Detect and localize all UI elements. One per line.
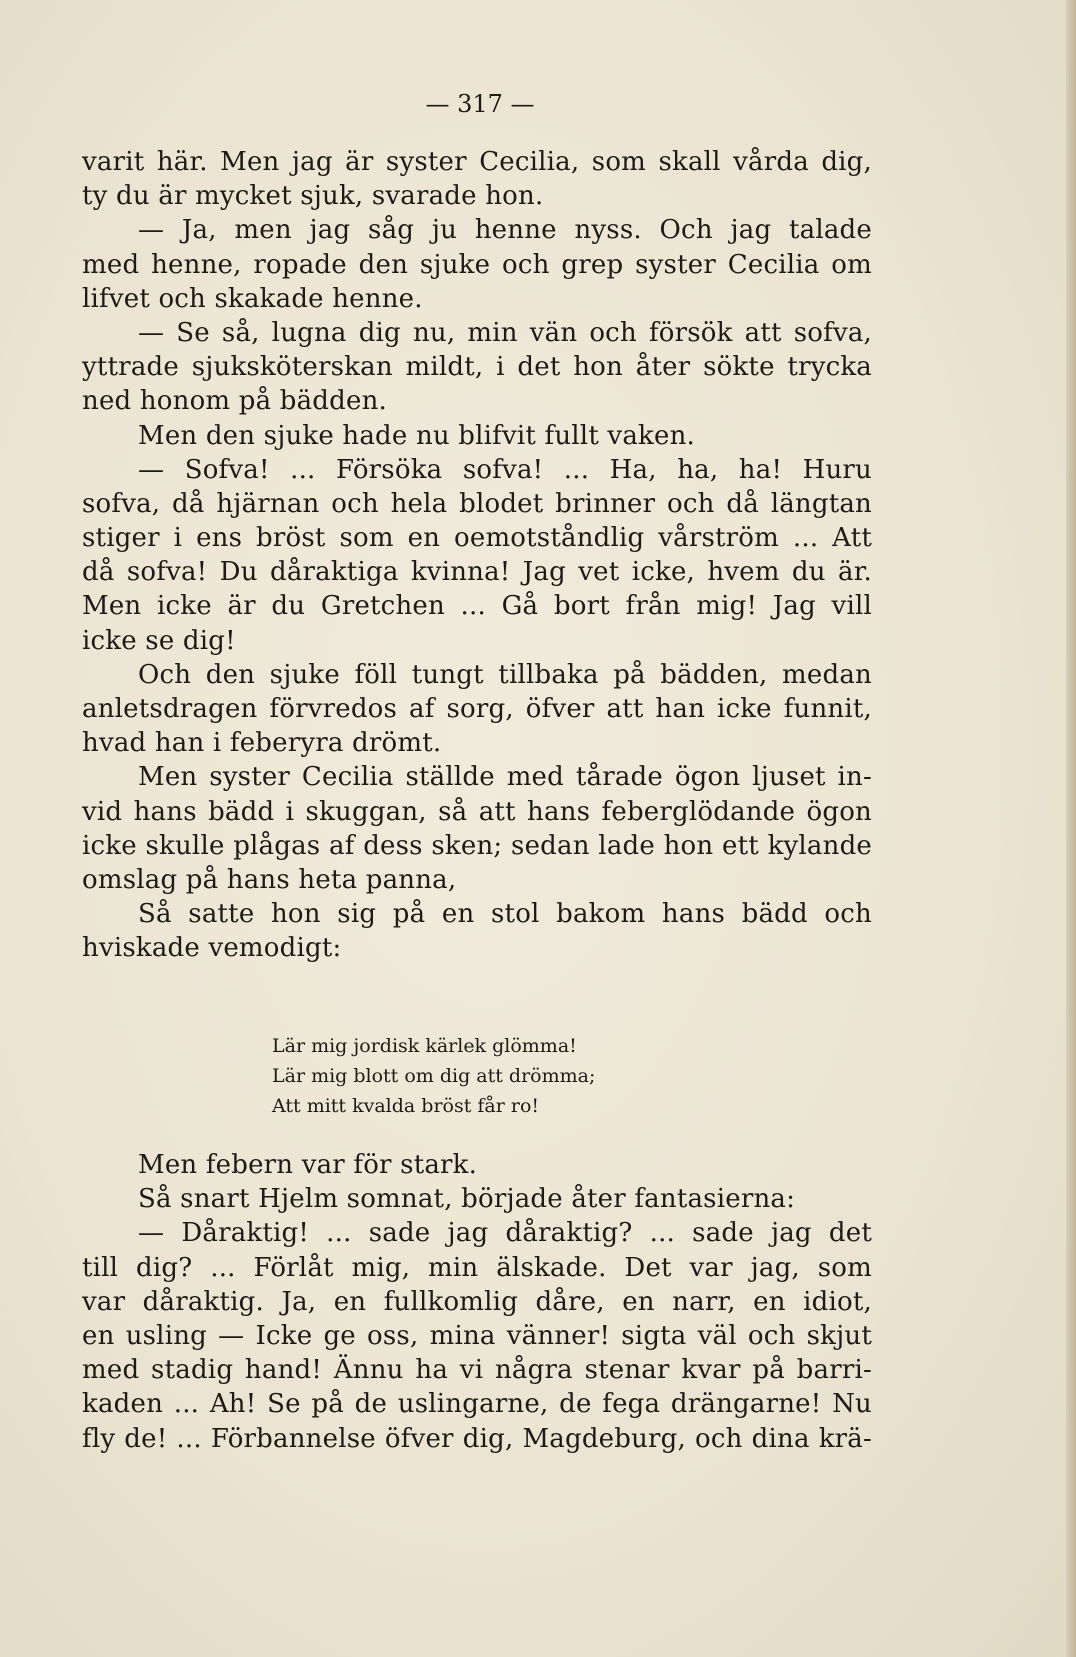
text-line: fly de! ... Förbannelse öfver dig, Magdeburg, och dina krä-	[82, 1423, 872, 1454]
text-line: till dig? ... Förlåt mig, min älskade. Det var jag, som	[82, 1252, 872, 1283]
text-line: ty du är mycket sjuk, svarade hon.	[82, 181, 544, 212]
poem-line: Lär mig jordisk kärlek glömma!	[272, 1035, 577, 1057]
text-line: yttrade sjuksköterskan mildt, i det hon åter sökte trycka	[82, 352, 872, 383]
text-line: varit här. Men jag är syster Cecilia, som skall vårda dig,	[82, 147, 872, 177]
text-line: anletsdragen förvredos af sorg, öfver att han icke funnit,	[82, 694, 872, 724]
text-line: ned honom på bädden.	[82, 386, 387, 417]
page-edge-shadow	[1066, 0, 1076, 1657]
text-line: kaden ... Ah! Se på de uslingarne, de fega drängarne! Nu	[82, 1389, 872, 1420]
poem-line: Lär mig blott om dig att drömma;	[272, 1065, 596, 1087]
text-line: Så satte hon sig på en stol bakom hans bädd och	[138, 899, 872, 930]
text-line: Men icke är du Gretchen ... Gå bort från mig! Jag vill	[82, 591, 872, 622]
text-line: lifvet och skakade henne.	[82, 283, 423, 314]
text-line: Och den sjuke föll tungt tillbaka på bädden, medan	[138, 659, 872, 690]
text-line: Så snart Hjelm somnat, började åter fantasierna:	[138, 1184, 796, 1215]
text-block-bottom	[82, 1148, 872, 1456]
text-line: då sofva! Du dåraktiga kvinna! Jag vet icke, hvem du är.	[82, 557, 872, 588]
text-line: hviskade vemodigt:	[82, 933, 342, 964]
text-line: stiger i ens bröst som en oemotståndlig vårström ... Att	[82, 523, 872, 554]
text-block-top	[82, 145, 872, 966]
text-line: hvad han i feberyra drömt.	[82, 728, 442, 759]
text-line: vid hans bädd i skuggan, så att hans feberglödande ögon	[82, 796, 872, 827]
text-line: — Se så, lugna dig nu, min vän och försök att sofva,	[138, 317, 872, 348]
text-line: — Sofva! ... Försöka sofva! ... Ha, ha, ha! Huru	[138, 454, 872, 485]
poem-stanza	[272, 1031, 595, 1121]
text-line: Men syster Cecilia ställde med tårade ögon ljuset in-	[138, 762, 872, 793]
text-line: icke se dig!	[82, 625, 236, 656]
poem-line: Att mitt kvalda bröst får ro!	[272, 1095, 540, 1117]
text-line: med henne, ropade den sjuke och grep syster Cecilia om	[82, 249, 872, 280]
text-line: en usling — Icke ge oss, mina vänner! sigta väl och skjut	[82, 1320, 872, 1351]
text-line: icke skulle plågas af dess sken; sedan lade hon ett kylande	[82, 830, 872, 861]
text-line: var dåraktig. Ja, en fullkomlig dåre, en narr, en idiot,	[82, 1286, 872, 1317]
text-line: Men den sjuke hade nu blifvit fullt vaken.	[138, 420, 695, 451]
text-line: omslag på hans heta panna,	[82, 864, 457, 895]
text-line: — Ja, men jag såg ju henne nyss. Och jag talade	[138, 215, 872, 246]
text-line: med stadig hand! Ännu ha vi några stenar kvar på barri-	[82, 1355, 872, 1386]
text-line: — Dåraktig! ... sade jag dåraktig? ... sade jag det	[138, 1218, 872, 1249]
page-number: — 317 —	[425, 90, 535, 118]
text-line: sofva, då hjärnan och hela blodet brinner och då längtan	[82, 488, 872, 519]
text-line: Men febern var för stark.	[138, 1150, 478, 1180]
